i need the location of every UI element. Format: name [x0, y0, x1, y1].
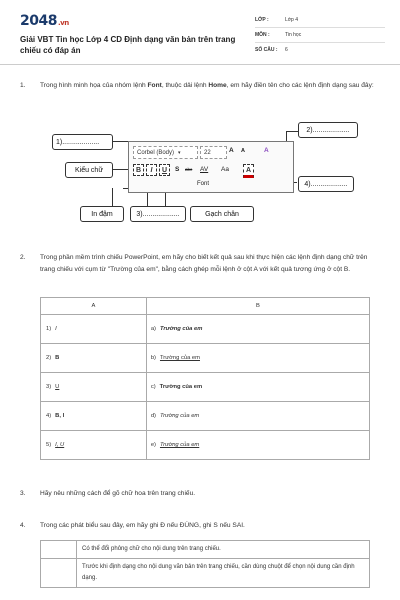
- command-name: I, U: [55, 442, 65, 448]
- text-part: Trong hình minh họa của nhóm lệnh: [40, 82, 148, 89]
- matching-table: [40, 297, 370, 460]
- result-cell: [146, 373, 369, 402]
- question-4: [20, 520, 375, 532]
- text-part: , thuộc dải lệnh: [161, 82, 209, 89]
- question-1: [20, 80, 375, 92]
- column-b-header: B: [146, 298, 369, 315]
- underline-button[interactable]: U: [159, 164, 170, 176]
- result-letter: b): [150, 355, 156, 361]
- table-row: [41, 402, 370, 431]
- table-row: [41, 559, 370, 588]
- label-kieu-chu: Kiểu chữ: [65, 162, 113, 178]
- font-name-box[interactable]: [133, 146, 198, 159]
- char-spacing-button[interactable]: AV: [200, 166, 209, 173]
- meta-count-label: SỐ CÂU :: [255, 47, 278, 53]
- result-cell: [146, 431, 369, 460]
- answer-cell[interactable]: [41, 541, 77, 559]
- bold-button[interactable]: B: [133, 164, 144, 176]
- grow-font-icon[interactable]: A: [229, 147, 234, 154]
- font-name-value: Corbel (Body): [137, 149, 175, 156]
- blank-label-4: 4)...................: [298, 176, 354, 192]
- meta-subject-value: Tin học: [285, 32, 302, 38]
- command-cell: [41, 373, 147, 402]
- meta-divider: [255, 42, 385, 43]
- meta-class-value: Lớp 4: [285, 17, 299, 23]
- answer-cell[interactable]: [41, 559, 77, 588]
- command-name: B, I: [55, 413, 65, 419]
- change-case-button[interactable]: Aa: [221, 166, 229, 173]
- result-cell: [146, 315, 369, 344]
- site-logo[interactable]: [20, 13, 69, 29]
- font-size-box[interactable]: [200, 146, 227, 159]
- blank-label-3: 3)...................: [130, 206, 186, 222]
- result-text: Trường của em: [159, 355, 200, 361]
- document-title: Giải VBT Tin học Lớp 4 CD Định dạng văn bản trên trang chiếu có đáp án: [20, 35, 236, 55]
- result-cell: [146, 402, 369, 431]
- table-row: [41, 431, 370, 460]
- command-name: U: [55, 384, 60, 390]
- logo-suffix: .vn: [57, 19, 69, 27]
- question-number: 4.: [20, 522, 26, 529]
- shadow-button[interactable]: S: [175, 166, 180, 173]
- statement-cell: Trước khi định dạng cho nội dung văn bản trên trang chiếu, cần dùng chuột để chọn nội dung cần định dạng.: [77, 559, 370, 588]
- command-cell: [41, 344, 147, 373]
- statement-cell: Có thể đổi phông chữ cho nội dung trên trang chiếu.: [77, 541, 370, 559]
- font-group-label: Font: [197, 181, 210, 187]
- row-number: 4): [46, 413, 52, 419]
- result-text: Trường của em: [159, 326, 203, 332]
- logo-main: 2048: [20, 13, 57, 29]
- table-row: [41, 344, 370, 373]
- question-text: Hãy nêu những cách để gõ chữ hoa trên trang chiếu.: [40, 490, 196, 497]
- row-number: 3): [46, 384, 52, 390]
- result-text: Trường của em: [159, 413, 200, 419]
- result-letter: d): [150, 413, 156, 419]
- clear-format-icon[interactable]: A: [264, 147, 269, 154]
- blank-label-1: 1)...................: [52, 134, 113, 150]
- label-gach-chan: Gạch chân: [190, 206, 254, 222]
- font-color-button[interactable]: A: [243, 164, 254, 178]
- row-number: 5): [46, 442, 52, 448]
- meta-divider: [255, 27, 385, 28]
- meta-subject-label: MÔN :: [255, 32, 270, 38]
- question-number: 2.: [20, 254, 26, 261]
- command-cell: [41, 402, 147, 431]
- result-text: Trường của em: [159, 442, 200, 448]
- command-cell: [41, 315, 147, 344]
- meta-count: [255, 47, 288, 53]
- blank-label-2: 2)...................: [298, 122, 358, 138]
- question-2: [20, 252, 375, 275]
- question-3: [20, 488, 375, 500]
- row-number: 1): [46, 326, 52, 332]
- table-row: [41, 373, 370, 402]
- font-ribbon-group: [128, 141, 294, 193]
- document-header: [0, 0, 400, 65]
- text-part: , em hãy điền tên cho các lệnh định dạng sau đây:: [226, 82, 374, 89]
- strikethrough-button[interactable]: abc: [185, 167, 193, 172]
- meta-class: [255, 17, 298, 23]
- command-name: B: [55, 355, 60, 361]
- bold-term: Font: [147, 82, 162, 89]
- true-false-table: [40, 540, 370, 588]
- command-name: I: [55, 326, 57, 332]
- table-row: [41, 315, 370, 344]
- question-number: 3.: [20, 490, 26, 497]
- label-in-dam: In đậm: [80, 206, 124, 222]
- question-text: [40, 80, 375, 92]
- font-group-diagram: [40, 118, 350, 228]
- command-cell: [41, 431, 147, 460]
- meta-count-value: 6: [285, 47, 288, 53]
- result-cell: [146, 344, 369, 373]
- shrink-font-icon[interactable]: A: [241, 148, 245, 154]
- question-text: Trong phần mềm trình chiếu PowerPoint, em hãy cho biết kết quả sau khi thực hiện các lệnh định dạng chữ trên trang chiếu với cụm từ "Trường của em", bằng cách ghép mỗi lệnh ở cột A với kết quả tương ứng ở cột B.: [40, 254, 368, 273]
- meta-class-label: LỚP :: [255, 17, 269, 23]
- result-letter: e): [150, 442, 156, 448]
- result-text: Trường của em: [159, 384, 203, 390]
- question-text: Trong các phát biểu sau đây, em hãy ghi Đ nếu ĐÚNG, ghi S nếu SAI.: [40, 522, 245, 529]
- bold-term: Home: [208, 82, 227, 89]
- result-letter: a): [150, 326, 156, 332]
- italic-button[interactable]: I: [146, 164, 157, 176]
- question-number: 1.: [20, 82, 26, 89]
- result-letter: c): [150, 384, 156, 390]
- row-number: 2): [46, 355, 52, 361]
- table-row: [41, 541, 370, 559]
- meta-subject: [255, 32, 301, 38]
- column-a-header: A: [41, 298, 147, 315]
- chevron-down-icon: ▾: [178, 149, 181, 156]
- font-size-value: 22: [204, 149, 211, 156]
- table-header-row: [41, 298, 370, 315]
